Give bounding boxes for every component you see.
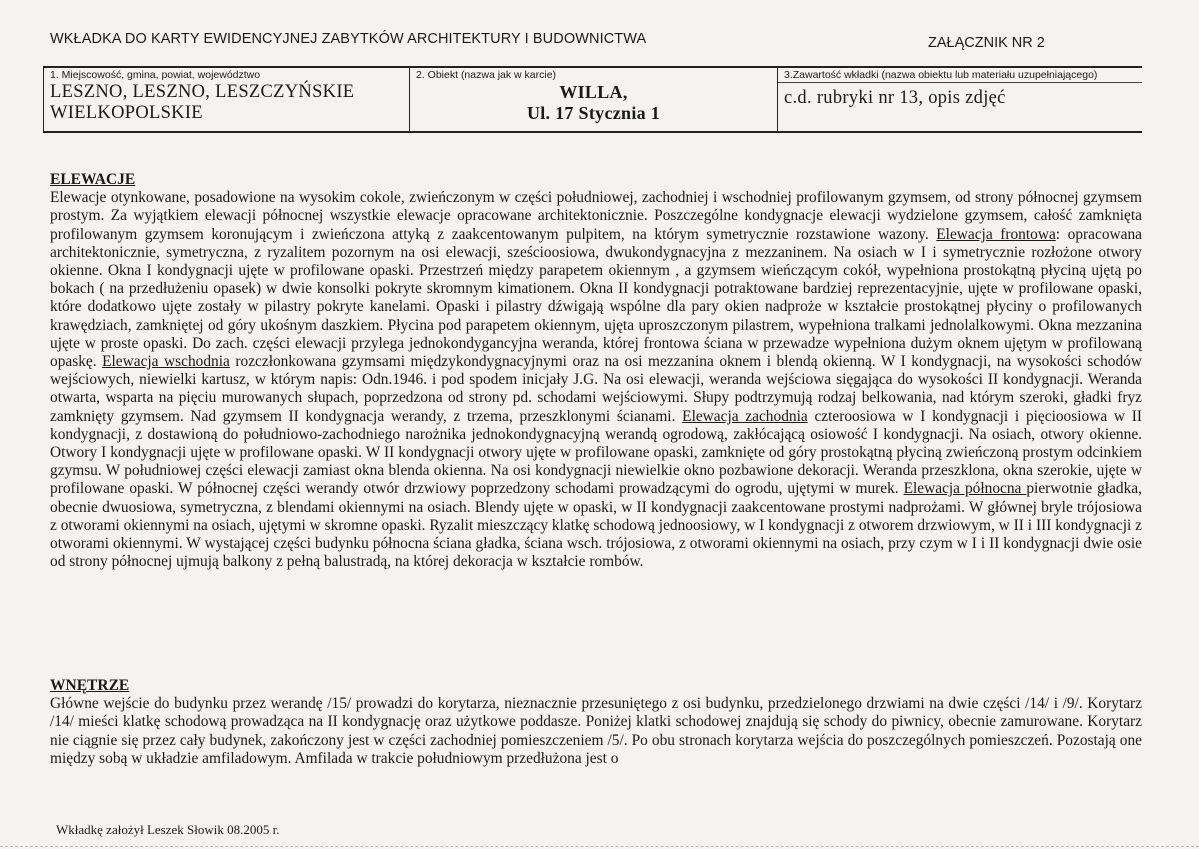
- contents-label: 3.Zawartość wkładki (nazwa obiektu lub materiału uzupełniającego): [784, 69, 1098, 81]
- annex-label: ZAŁĄCZNIK NR 2: [928, 35, 1045, 51]
- elewacje-section: [50, 171, 1142, 571]
- location-value: LESZNO, LESZNO, LESZCZYŃSKIE WIELKOPOLSKIE: [50, 82, 355, 123]
- contents-value: c.d. rubryki nr 13, opis zdjęć: [784, 88, 1006, 108]
- location-box: [43, 66, 410, 133]
- document-title: WKŁADKA DO KARTY EWIDENCYJNEJ ZABYTKÓW ARCHITEKTURY I BUDOWNICTWA: [50, 31, 647, 47]
- elewacje-text: [50, 189, 1142, 571]
- elewacje-heading: ELEWACJE: [50, 171, 136, 188]
- contents-box: [778, 66, 1142, 133]
- footer-author: Wkładkę założył Leszek Słowik 08.2005 r.: [56, 822, 280, 837]
- object-value: WILLA, Ul. 17 Stycznia 1: [526, 82, 661, 123]
- elewacje-p4: czteroosiowa w I kondygnacji i pięcioosiowa w II kondygnacji, z dostawioną do południowo-zachodniego narożnika jednokondygnacyjną werandą ogrodową, zakłócającą osiowość I kondygnacji. Na osiach, otwory okienne. Otwory I kondygnacji ujęte w profilowane opaski. W II kondygnacji otwory ujęte w profilowane opaski, zamknięte od góry prostokątną płyciną zwieńczoną prostym odcinkiem gzymsu. W południowej części elewacji zamiast okna blenda okienna. Na osi kondygnacji niewielkie okno pozbawione dekoracji. Weranda przeszklona, okna szerokie, ujęte w profilowane opaski. W północnej części werandy otwór drzwiowy poprzedzony schodami prowadzącymi do ogrodu, ujętymi w murek.: [50, 407, 1143, 498]
- object-box: [410, 66, 778, 133]
- elewacje-p3: rozczłonkowana gzymsami międzykondygnacyjnymi oraz na osi mezzanina oknem i blendą okienną. W I kondygnacji, na wysokości schodów wejściowych, niewielki kartusz, w którym napis: Odn.1946. i pod spodem inicjały J.G. Na osi elewacji, weranda wejściowa sięgająca do wysokości II kondygnacji. Weranda otwarta, wsparta na pięciu murowanych słupach, poprzedzona od strony pd. schodami wejściowymi. Słupy podtrzymują rodzaj belkowania, nad którym szeroki, gładki fryz zamknięty gzymsem. Nad gzymsem II kondygnacja werandy, z trzema, przeszklonymi ścianami.: [50, 353, 1142, 425]
- elewacja-zachodnia-label: Elewacja zachodnia: [682, 407, 808, 425]
- object-label: 2. Obiekt (nazwa jak w karcie): [416, 69, 557, 81]
- bottom-rule: [0, 846, 1199, 847]
- wnetrze-text: Główne wejście do budynku przez werandę /15/ prowadzi do korytarza, nieznacznie przesuniętego z osi budynku, przedzielonego drzwiami na dwie części /14/ i /9/. Korytarz /14/ mieści klatkę schodową prowadząca na II kondygnację oraz użytkowe poddasze. Poniżej klatki schodowej znajdują się schody do piwnicy, obecnie zamurowane. Korytarz nie ciągnie się przez cały budynek, zakończony jest w części zachodniej pomieszczeniem /5/. Po obu stronach korytarza wejścia do poszczególnych pomieszczeń. Pozostają one między sobą w układzie amfiladowym. Amfilada w trakcie południowym przedłużona jest o: [50, 695, 1142, 767]
- wnetrze-heading: WNĘTRZE: [50, 677, 130, 694]
- location-label: 1. Miejscowość, gmina, powiat, województwo: [50, 69, 261, 81]
- elewacje-p2: : opracowana architektonicznie, symetryczna, z ryzalitem pozornym na osi elewacji, sześcioosiowa, dwukondygnacyjna z mezzaninem. Na osiach w I i symetrycznie rozłożone otwory okienne. Okna I kondygnacji ujęte w profilowane opaski. Przestrzeń między parapetem okiennym , a gzymsem wieńczącym cokół, wypełniona prostokątną płyciną ujętą po bokach ( na przedłużeniu opasek) w dwie konsolki pokryte skromnym kimationem. Okna II kondygnacji potraktowane bardziej reprezentacyjnie, ujęte w profilowane opaski, które dodatkowo ujęte zostały w pilastry pokryte kanelami. Opaski i pilastry dźwigają wspólne dla pary okien nadproże w kształcie prostokątnej płyciny o profilowanych krawędziach, zamkniętej od góry ukośnym daszkiem. Płycina pod parapetem okiennym, ujęta uproszczonym pilastrem, wypełniona tralkami jednolalkowymi. Okna mezzanina ujęte w proste opaski. Do zach. części elewacji przylega jednokondygancyjna weranda, której frontowa ściana w przewadze wypełniona dużym oknem ujętym w profilowaną opaskę.: [50, 225, 1142, 371]
- elewacje-p5: pierwotnie gładka, obecnie dwuosiowa, symetryczna, z blendami okiennymi na osiach. Blendy ujęte w opaski, w II kondygnacji zaakcentowane prostymi nadprożami. W głównej bryle trójosiowa z otworami okiennymi na osiach, ujętymi w skromne opaski. Ryzalit mieszczący klatkę schodową jednoosiowy, w I kondygnacji z otworem drzwiowym, w II i III kondygnacji z otworami okiennymi. W wystającej części budynku północna ściana gładka, ściana wsch. trójosiowa, z otworami okiennymi na osiach, przy czym w I i II kondygnacji dwie osie od strony północnej ujmują balkony z pełną balustradą, na której dekoracja w kształcie rombów.: [50, 480, 1142, 571]
- elewacja-polnocna-label: Elewacja północna: [903, 480, 1027, 498]
- contents-divider: [778, 82, 1142, 83]
- elewacja-frontowa-label: Elewacja frontowa: [936, 225, 1056, 243]
- elewacja-wschodnia-label: Elewacja wschodnia: [102, 353, 230, 371]
- wnetrze-section: [50, 677, 1142, 768]
- elewacje-p1: Elewacje otynkowane, posadowione na wysokim cokole, zwieńczonym w części południowej, zachodniej i wschodniej profilowanym gzymsem, od strony północnej gzymsem prostym. Za wyjątkiem elewacji północnej wszystkie elewacje opracowane architektonicznie. Poszczególne kondygnacje elewacji wydzielone gzymsem, całość zamknięta profilowanym gzymsem koronującym i zwieńczona attyką z zaakcentowanym pulpitem, na którym symetrycznie rozstawione wazony.: [50, 189, 1142, 243]
